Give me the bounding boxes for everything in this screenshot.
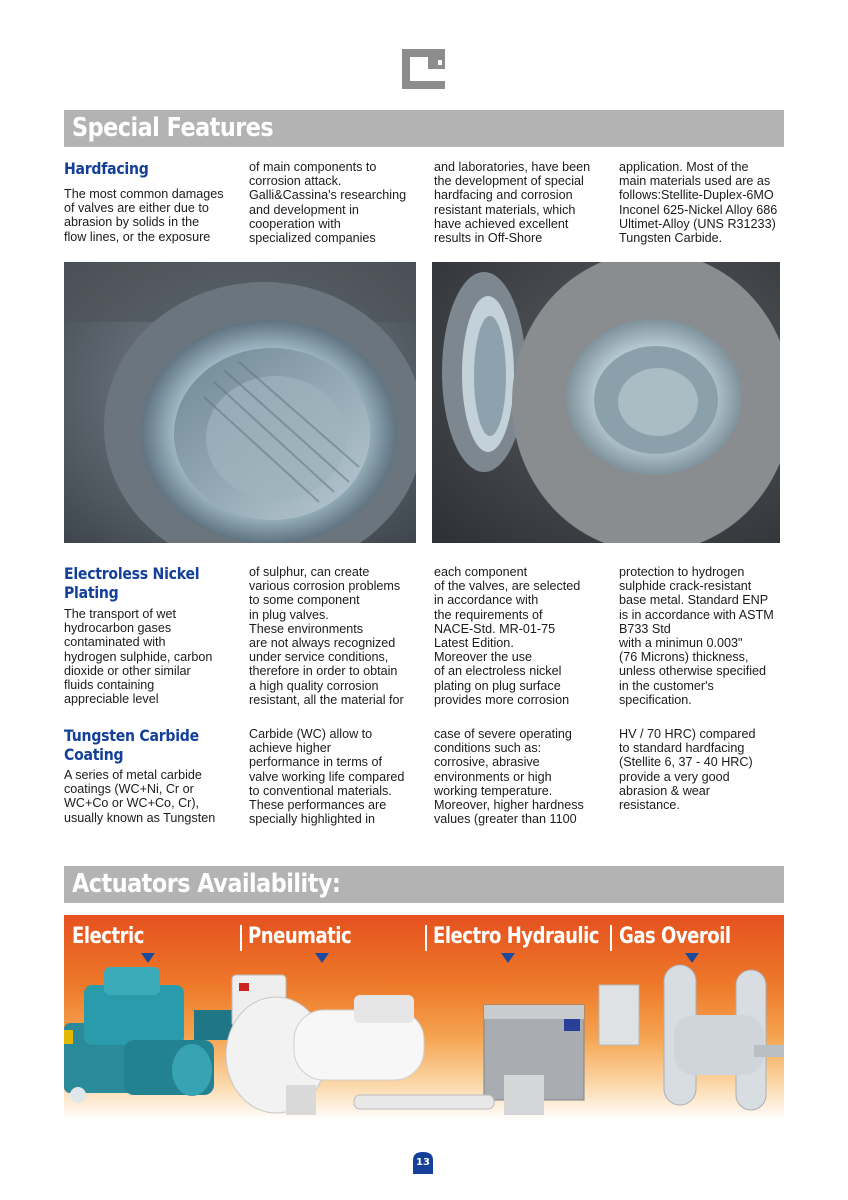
actuators-band: [64, 866, 784, 903]
separator: [240, 925, 242, 951]
tungsten-text-col4: HV / 70 HRC) compared to standard hardfacing (Stellite 6, 37 - 40 HRC) provide a very good abrasion & wear resistance.: [619, 727, 756, 813]
hardfacing-text-col3: and laboratories, have been the development of special hardfacing and corrosion resistant materials, which have achieved excellent results in Off-Shore: [434, 160, 591, 246]
company-logo: [402, 49, 445, 89]
hardfacing-text-col1: The most common damages of valves are either due to abrasion by solids in the flow lines, or the exposure: [64, 187, 224, 244]
enp-heading-line1: Electroless Nickel: [64, 564, 200, 583]
actuator-label-electric: Electric: [72, 924, 144, 949]
separator: [425, 925, 427, 951]
electric-actuator-image: [64, 967, 234, 1103]
gas-overoil-actuator-image: [599, 965, 784, 1110]
actuator-label-pneumatic: Pneumatic: [248, 924, 352, 949]
separator: [610, 925, 612, 951]
special-features-title: Special Features: [72, 113, 274, 143]
special-features-band: [64, 110, 784, 147]
enp-heading-line2: Plating: [64, 583, 119, 602]
page-number: 13: [416, 1157, 430, 1168]
tungsten-heading-line2: Coating: [64, 745, 124, 764]
tungsten-text-col1: A series of metal carbide coatings (WC+Ni, Cr or WC+Co or WC+Co, Cr), usually known as Tungsten: [64, 768, 216, 825]
tungsten-heading-line1: Tungsten Carbide: [64, 726, 199, 745]
pneumatic-actuator-image: [226, 975, 424, 1115]
actuators-title: Actuators Availability:: [72, 869, 341, 899]
hardfacing-text-col2: of main components to corrosion attack. Galli&Cassina's researching and development in cooperation with specialized companies: [249, 160, 407, 246]
actuators-strip: [64, 915, 784, 1120]
hardfacing-text-col4: application. Most of the main materials used are as follows:Stellite-Duplex-6MO Inconel 625-Nickel Alloy 686 Ultimet-Alloy (UNS R31233) Tungsten Carbide.: [619, 160, 778, 246]
enp-text-col3: each component of the valves, are selected in accordance with the requirements of NACE-Std. MR-01-75 Latest Edition. Moreover the use of an electroless nickel plating on plug surface provides more corrosion: [434, 565, 581, 707]
enp-text-col1: The transport of wet hydrocarbon gases contaminated with hydrogen sulphide, carbon dioxide or other similar fluids containing appreciable level: [64, 607, 213, 707]
hardfaced-seat-photo: [64, 262, 416, 543]
tungsten-text-col3: case of severe operating conditions such as: corrosive, abrasive environments or high working temperature. Moreover, higher hardness values (greater than 1100: [434, 727, 584, 827]
page-number-badge: [411, 1150, 435, 1176]
hardfaced-bore-photo: [432, 262, 780, 543]
enp-text-col4: protection to hydrogen sulphide crack-resistant base metal. Standard ENP is in accordance with ASTM B733 Std with a minimun 0.003" (76 Microns) thickness, unless otherwise specified in the customer's specification.: [619, 565, 774, 707]
actuator-label-electro-hydraulic: Electro Hydraulic: [433, 924, 600, 949]
tungsten-text-col2: Carbide (WC) allow to achieve higher performance in terms of valve working life compared to conventional materials. These performances are specially highlighted in: [249, 727, 405, 827]
enp-text-col2: of sulphur, can create various corrosion problems to some component in plug valves. These environments are not always recognized under service conditions, therefore in order to obtain a high quality corrosion resistant, all the material for: [249, 565, 404, 707]
actuator-label-gas-overoil: Gas Overoil: [619, 924, 731, 949]
hardfacing-heading: Hardfacing: [64, 159, 149, 178]
actuators-illustration: [64, 955, 784, 1120]
